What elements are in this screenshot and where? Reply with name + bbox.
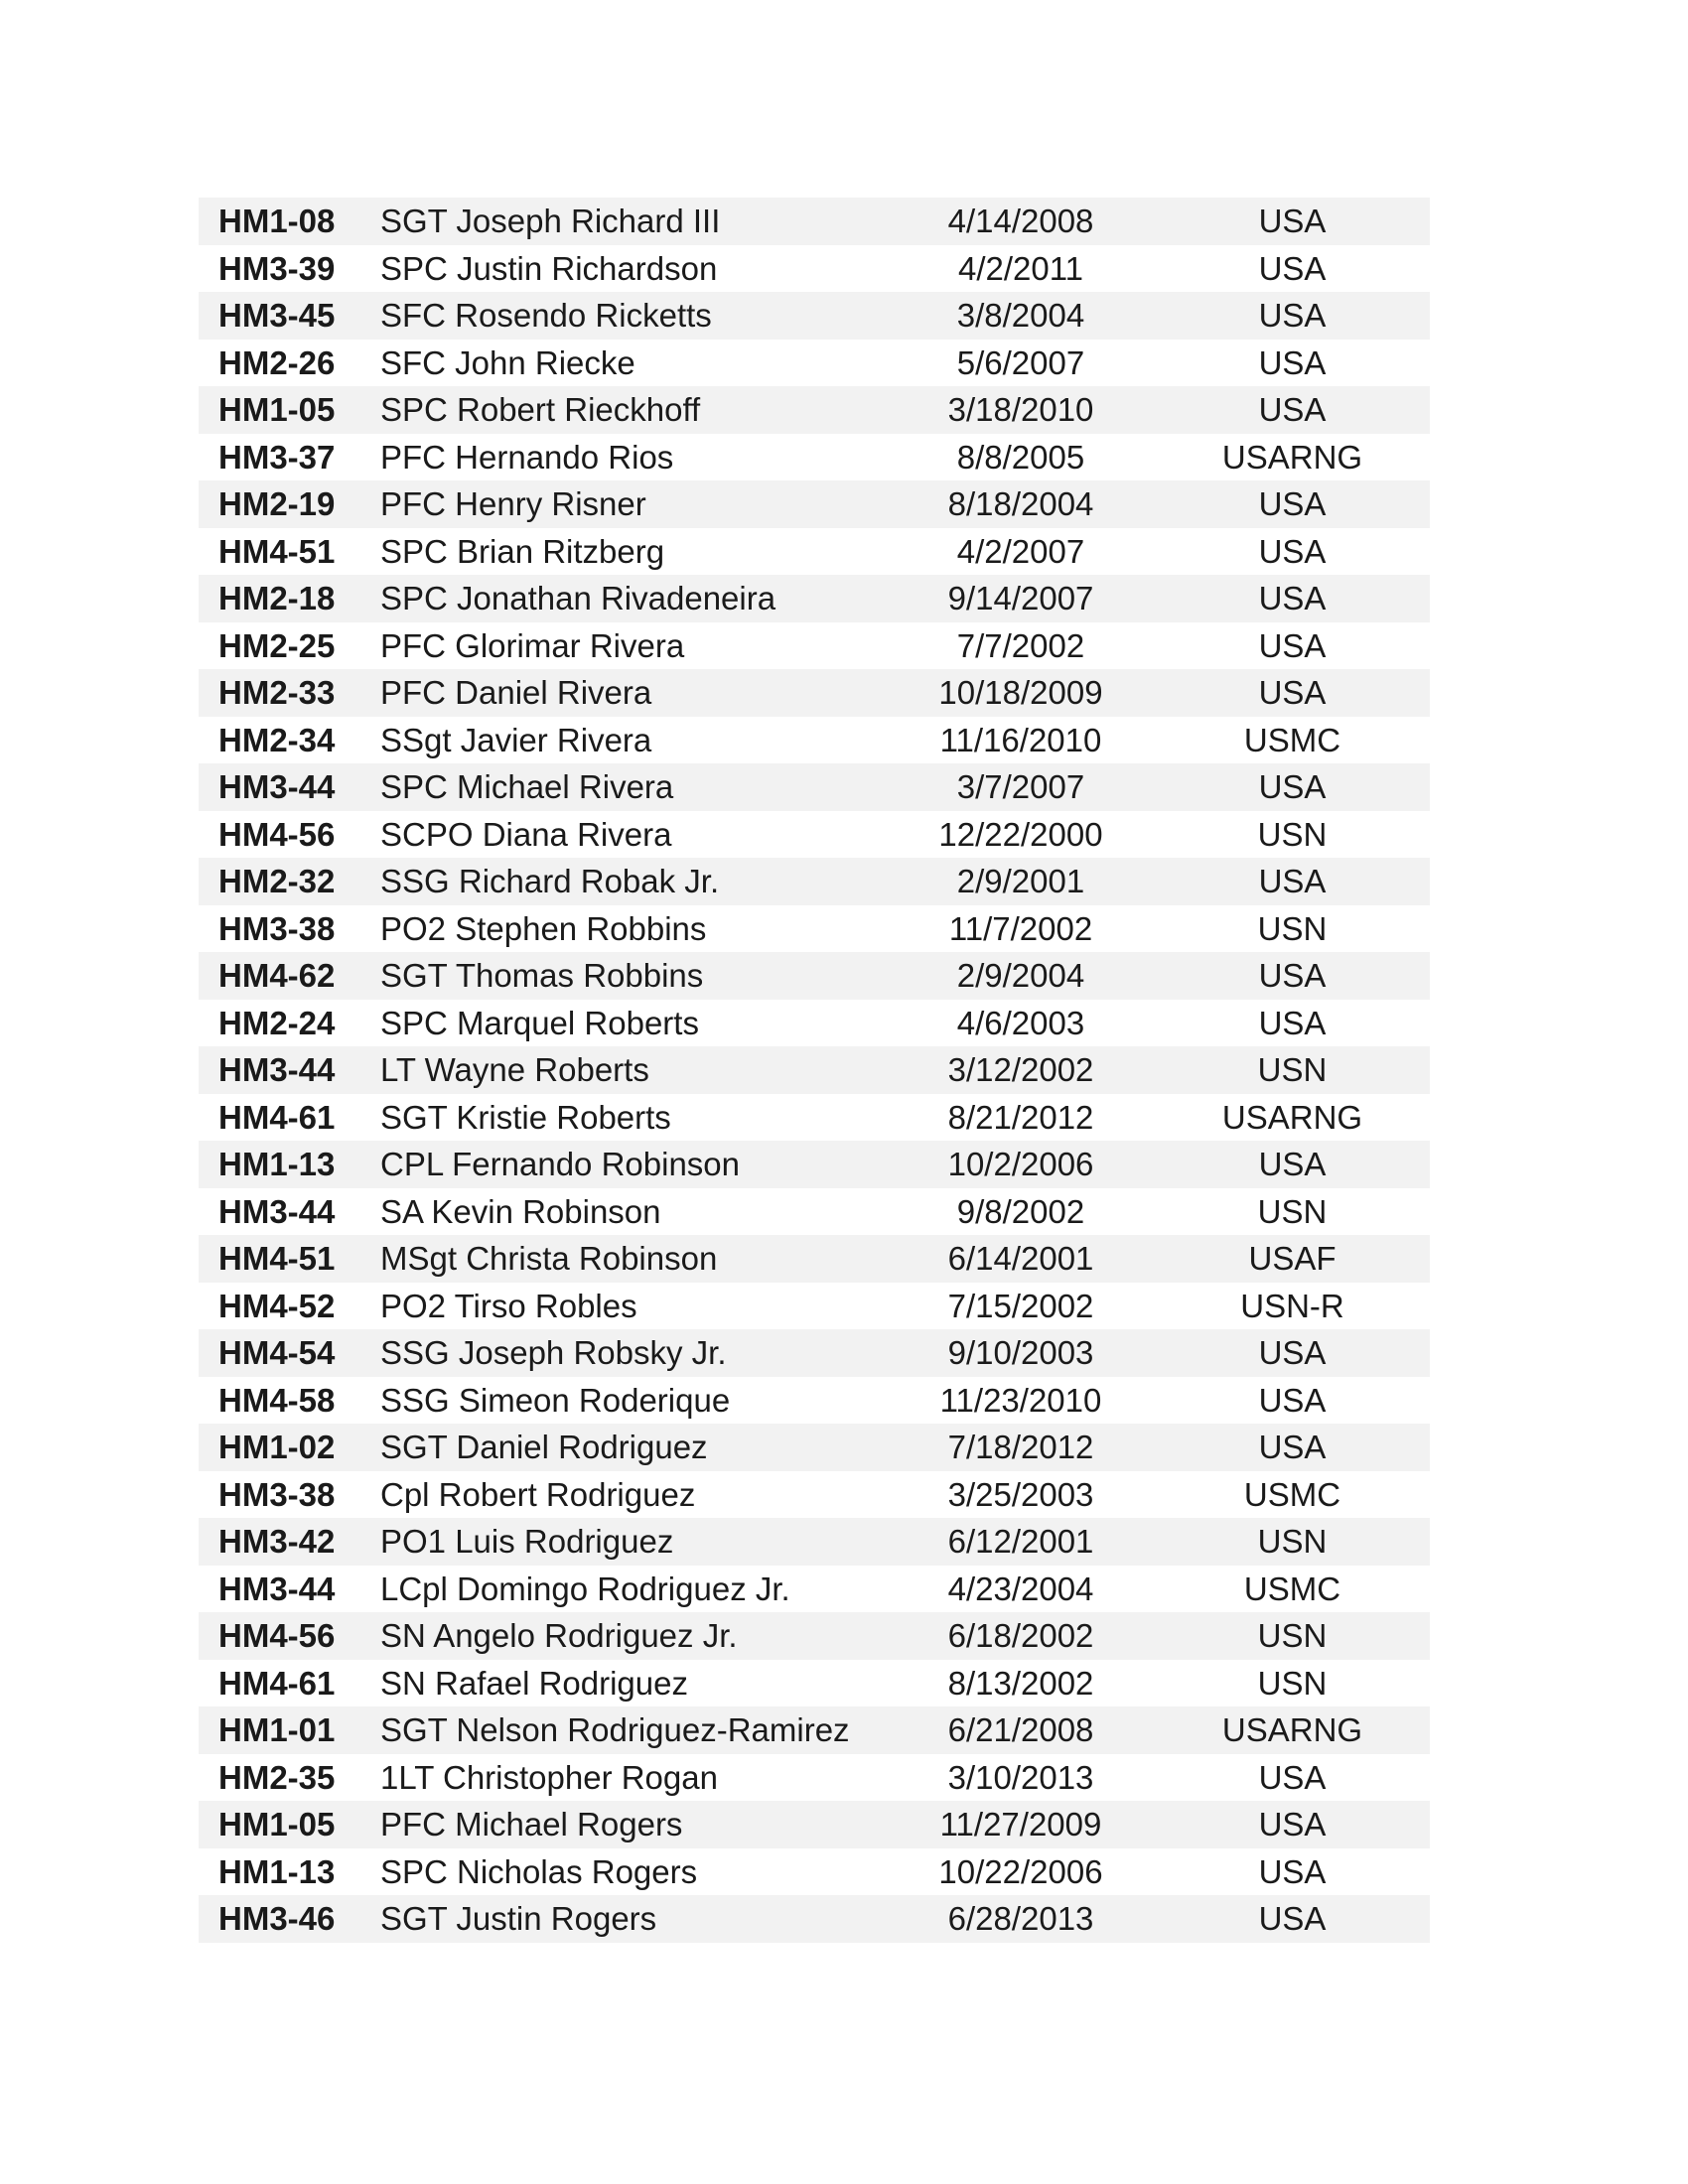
person-name: SPC Marquel Roberts [380,1004,699,1041]
date: 4/23/2004 [947,1570,1094,1607]
date: 2/9/2004 [956,957,1085,994]
table-row [199,1046,1430,1094]
date: 3/12/2002 [947,1051,1094,1088]
table-row [199,198,1430,245]
table-row [199,763,1430,811]
table-row [199,386,1430,434]
memorial-id: HM3-46 [218,1900,336,1937]
branch: USMC [1243,1475,1341,1513]
person-name: SN Rafael Rodriguez [380,1664,688,1702]
table-row [199,811,1430,859]
date: 9/8/2002 [956,1192,1085,1230]
person-name: PO2 Stephen Robbins [380,909,707,947]
date: 6/21/2008 [947,1711,1094,1748]
memorial-id: HM4-56 [218,815,336,853]
person-name: SPC Robert Rieckhoff [380,391,701,428]
roster-table [199,198,1430,1943]
person-name: PFC Henry Risner [380,485,646,522]
memorial-id: HM2-35 [218,1758,336,1796]
memorial-id: HM4-58 [218,1381,336,1419]
memorial-id: HM1-02 [218,1429,336,1465]
person-name: CPL Fernando Robinson [380,1146,741,1182]
memorial-id: HM3-38 [218,1475,336,1513]
branch: USA [1258,1852,1327,1890]
branch: USARNG [1221,1098,1363,1136]
branch: USN [1257,1617,1328,1654]
date: 8/13/2002 [947,1664,1094,1702]
branch: USA [1258,203,1327,239]
table-row [199,1094,1430,1142]
table-row [199,905,1430,953]
branch: USA [1258,1004,1327,1041]
memorial-id: HM2-32 [218,863,336,899]
person-name: Cpl Robert Rodriguez [380,1475,696,1513]
date: 11/7/2002 [948,909,1093,947]
date: 6/14/2001 [947,1240,1094,1277]
branch: USA [1258,1806,1327,1843]
table-row [199,1471,1430,1519]
branch: USAF [1248,1240,1336,1277]
branch: USA [1258,1334,1327,1371]
table-row [199,1377,1430,1425]
person-name: PO2 Tirso Robles [380,1287,637,1324]
person-name: SSG Simeon Roderique [380,1381,731,1419]
memorial-id: HM3-38 [218,909,336,947]
memorial-id: HM3-44 [218,1192,336,1230]
person-name: SSgt Javier Rivera [380,721,652,758]
memorial-id: HM3-42 [218,1523,336,1560]
date: 12/22/2000 [938,815,1103,853]
table-row [199,1424,1430,1471]
branch: USA [1258,1758,1327,1796]
person-name: LCpl Domingo Rodriguez Jr. [380,1570,790,1607]
table-row [199,1754,1430,1802]
branch: USA [1258,1381,1327,1419]
person-name: SCPO Diana Rivera [380,815,672,853]
memorial-id: HM2-33 [218,674,336,711]
branch: USA [1258,485,1327,522]
date: 3/25/2003 [947,1475,1094,1513]
table-row [199,1566,1430,1613]
date: 10/22/2006 [938,1852,1103,1890]
date: 7/7/2002 [956,626,1085,664]
memorial-id: HM1-05 [218,391,336,428]
branch: USA [1258,297,1327,334]
person-name: SPC Jonathan Rivadeneira [380,580,776,616]
person-name: SPC Michael Rivera [380,768,674,805]
table-row [199,340,1430,387]
branch: USA [1258,768,1327,805]
person-name: PFC Hernando Rios [380,438,674,476]
branch: USA [1258,1146,1327,1182]
table-row [199,1235,1430,1283]
person-name: SGT Thomas Robbins [380,957,704,994]
date: 6/18/2002 [947,1617,1094,1654]
memorial-id: HM4-54 [218,1334,336,1371]
table-row [199,1518,1430,1566]
memorial-id: HM2-18 [218,580,336,616]
person-name: PFC Michael Rogers [380,1806,683,1843]
branch: USARNG [1221,1711,1363,1748]
date: 11/23/2010 [939,1381,1102,1419]
person-name: SFC John Riecke [380,343,635,381]
memorial-id: HM3-44 [218,1570,336,1607]
date: 2/9/2001 [956,863,1085,899]
person-name: SPC Nicholas Rogers [380,1852,698,1890]
branch: USA [1258,343,1327,381]
branch: USMC [1243,1570,1341,1607]
memorial-id: HM2-25 [218,626,336,664]
person-name: PO1 Luis Rodriguez [380,1523,674,1560]
date: 10/2/2006 [947,1146,1094,1182]
branch: USA [1258,863,1327,899]
table-row [199,1329,1430,1377]
branch: USN [1257,1051,1328,1088]
branch: USA [1258,1429,1327,1465]
table-row [199,1660,1430,1707]
branch: USMC [1243,721,1341,758]
date: 6/28/2013 [947,1900,1094,1937]
table-row [199,1612,1430,1660]
person-name: SPC Brian Ritzberg [380,532,665,570]
memorial-id: HM1-13 [218,1852,336,1890]
date: 4/2/2011 [957,249,1083,287]
memorial-id: HM4-62 [218,957,336,994]
memorial-id: HM1-08 [218,203,336,239]
date: 5/6/2007 [956,343,1085,381]
person-name: MSgt Christa Robinson [380,1240,718,1277]
person-name: SSG Richard Robak Jr. [380,863,720,899]
memorial-id: HM1-13 [218,1146,336,1182]
person-name: SPC Justin Richardson [380,249,718,287]
branch: USA [1258,391,1327,428]
table-row [199,1895,1430,1943]
memorial-id: HM3-44 [218,768,336,805]
date: 10/18/2009 [938,674,1103,711]
branch: USA [1258,532,1327,570]
person-name: SSG Joseph Robsky Jr. [380,1334,727,1371]
table-row [199,1141,1430,1188]
date: 8/18/2004 [947,485,1094,522]
memorial-id: HM4-61 [218,1098,336,1136]
branch: USN [1257,909,1328,947]
memorial-id: HM4-51 [218,1240,336,1277]
table-row [199,1000,1430,1047]
branch: USN [1257,1523,1328,1560]
person-name: 1LT Christopher Rogan [380,1758,718,1796]
memorial-id: HM3-39 [218,249,336,287]
branch: USA [1258,1900,1327,1937]
table-row [199,528,1430,576]
person-name: LT Wayne Roberts [380,1051,649,1088]
memorial-id: HM4-56 [218,1617,336,1654]
branch: USA [1258,249,1327,287]
table-row [199,245,1430,293]
date: 3/10/2013 [947,1758,1094,1796]
date: 6/12/2001 [947,1523,1094,1560]
person-name: SGT Kristie Roberts [380,1098,671,1136]
memorial-id: HM3-37 [218,438,336,476]
branch: USN [1257,1192,1328,1230]
branch: USN-R [1240,1287,1344,1324]
table-row [199,622,1430,670]
memorial-id: HM2-26 [218,343,336,381]
person-name: SFC Rosendo Ricketts [380,297,712,334]
branch: USA [1258,957,1327,994]
memorial-id: HM3-44 [218,1051,336,1088]
memorial-id: HM2-24 [218,1004,336,1041]
date: 4/2/2007 [956,532,1085,570]
date: 11/16/2010 [939,721,1102,758]
date: 8/21/2012 [947,1098,1094,1136]
date: 3/7/2007 [956,768,1085,805]
date: 7/18/2012 [947,1429,1094,1465]
date: 8/8/2005 [956,438,1085,476]
memorial-id: HM4-61 [218,1664,336,1702]
table-row [199,1706,1430,1754]
date: 3/8/2004 [956,297,1085,334]
person-name: SGT Justin Rogers [380,1900,657,1937]
table-row [199,717,1430,764]
table-row [199,292,1430,340]
person-name: SGT Nelson Rodriguez-Ramirez [380,1711,850,1748]
date: 3/18/2010 [947,391,1094,428]
table-row [199,669,1430,717]
branch: USN [1257,815,1328,853]
person-name: SN Angelo Rodriguez Jr. [380,1617,738,1654]
memorial-id: HM4-51 [218,532,336,570]
branch: USARNG [1221,438,1363,476]
memorial-id: HM1-01 [218,1711,336,1748]
table-row [199,1188,1430,1236]
table-row [199,952,1430,1000]
table-row [199,1283,1430,1330]
memorial-id: HM3-45 [218,297,336,334]
person-name: PFC Glorimar Rivera [380,626,685,664]
person-name: SA Kevin Robinson [380,1192,661,1230]
table-row [199,1801,1430,1848]
person-name: SGT Joseph Richard III [380,203,721,239]
table-row [199,480,1430,528]
date: 11/27/2009 [939,1806,1102,1843]
person-name: PFC Daniel Rivera [380,674,652,711]
table-row [199,1848,1430,1896]
branch: USA [1258,626,1327,664]
table-row [199,575,1430,622]
branch: USA [1258,674,1327,711]
memorial-id: HM4-52 [218,1287,336,1324]
date: 4/14/2008 [947,203,1094,239]
memorial-id: HM2-34 [218,721,336,758]
memorial-id: HM1-05 [218,1806,336,1843]
person-name: SGT Daniel Rodriguez [380,1429,708,1465]
table-row [199,858,1430,905]
date: 4/6/2003 [956,1004,1085,1041]
memorial-id: HM2-19 [218,485,336,522]
date: 9/10/2003 [947,1334,1094,1371]
date: 7/15/2002 [947,1287,1094,1324]
table-row [199,434,1430,481]
date: 9/14/2007 [947,580,1094,616]
branch: USA [1258,580,1327,616]
branch: USN [1257,1664,1328,1702]
